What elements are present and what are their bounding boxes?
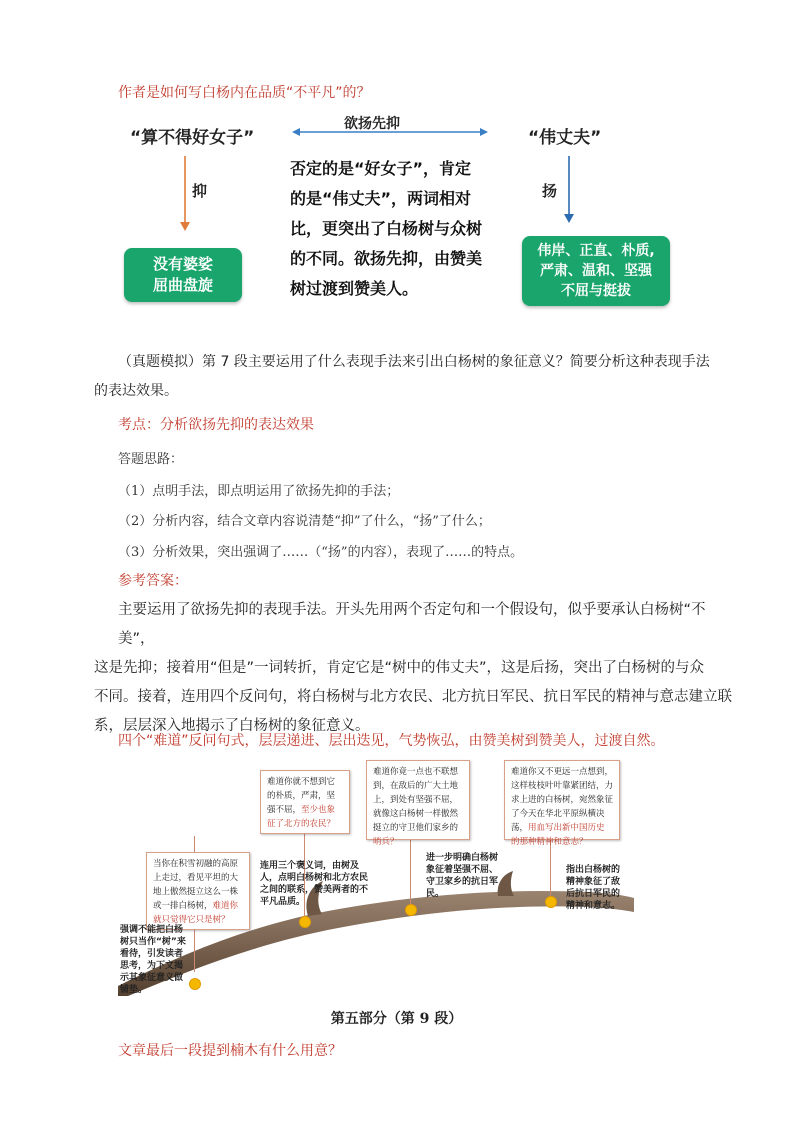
note-text: 难道你就不想到它的朴质，严肃，坚强不屈， — [267, 777, 336, 815]
step-2: （2）分析内容，结合文章内容说清楚“抑”了什么，“扬”了什么； — [118, 514, 491, 529]
left-box-line: 屈曲盘旋 — [152, 276, 213, 294]
left-arrow-label: 抑 — [192, 182, 208, 200]
center-text — [290, 154, 500, 304]
caption-1: 强调不能把白杨树只当作“树”来看待，引发读者思考，为下文揭示其象征意义做铺垫。 — [120, 925, 186, 995]
branch-dot — [545, 896, 557, 908]
question-2-line: （真题模拟）第 7 段主要运用了什么表现手法来引出白杨树的象征意义？简要分析这种表现手法 — [118, 354, 710, 370]
left-box-line: 没有婆娑 — [152, 255, 213, 273]
answer-line: 主要运用了欲扬先抑的表现手法。开头先用两个否定句和一个假设句，似乎要承认白杨树“不美”， — [118, 602, 706, 647]
quote-note-1 — [146, 852, 250, 930]
step-3: （3）分析效果，突出强调了……（“扬”的内容），表现了……的特点。 — [118, 545, 524, 560]
question-2 — [94, 348, 718, 406]
step-1: （1）点明手法，即点明运用了欲扬先抑的手法； — [118, 484, 400, 499]
yuyang-xianyi-diagram — [0, 0, 793, 320]
question-2-line: 的表达效果。 — [94, 383, 178, 399]
quote-note-4 — [504, 760, 620, 847]
answer-title: 参考答案： — [118, 573, 188, 589]
question-1: 作者是如何写白杨内在品质“不平凡”的？ — [118, 85, 371, 101]
note-text: 难道你竟一点也不联想到，在敌后的广大土地上，到处有坚强不屈，就像这白杨树一样傲然挺立的守卫他们家乡的 — [373, 767, 459, 833]
section-title: 第五部分（第 9 段） — [330, 1011, 463, 1027]
answer-line: 这是先抑；接着用“但是”一词转折，肯定它是“树中的伟丈夫”，这是后扬，突出了白杨树的与众 — [94, 660, 705, 676]
caption-3: 进一步明确白杨树象征着坚强不屈、守卫家乡的抗日军民。 — [426, 853, 499, 899]
note-highlight: 难道你就只觉得它只是树？ — [153, 901, 239, 925]
down-arrow-orange-icon — [178, 156, 192, 232]
right-box-line: 不屈与挺拔 — [561, 283, 631, 299]
note-highlight: 哨兵？ — [373, 837, 399, 847]
note-highlight: 用血写出新中国历史的那种精神和意志？ — [511, 823, 605, 847]
left-title: “算不得好女子” — [130, 128, 255, 148]
note-text: 当你在积雪初融的高原上走过，看见平坦的大地上傲然挺立这么一株或一排白杨树， — [153, 859, 239, 911]
left-green-box — [124, 248, 242, 302]
right-title: “伟丈夫” — [528, 128, 602, 148]
right-arrow-label: 扬 — [542, 182, 558, 200]
right-green-box — [522, 236, 670, 306]
quote-note-2 — [260, 770, 350, 834]
caption-2: 连用三个褒义词，由树及人，点明白杨树和北方农民之间的联系，赞美两者的不平凡品质。 — [260, 861, 369, 907]
double-arrow-icon — [290, 124, 490, 140]
kaodian: 考点：分析欲扬先抑的表达效果 — [118, 417, 314, 433]
answer-line: 系，层层深入地揭示了白杨树的象征意义。 — [94, 718, 370, 734]
summary: 四个“难道”反问句式，层层递进、层出迭见，气势恢弘，由赞美树到赞美人，过渡自然。 — [118, 733, 665, 749]
question-3: 文章最后一段提到楠木有什么用意？ — [118, 1043, 342, 1059]
branch-dot — [189, 978, 201, 990]
center-text-line: 否定的是“好女子”，肯定 — [290, 159, 472, 178]
center-text-line: 的不同。欲扬先抑，由赞美 — [290, 249, 483, 268]
center-text-line: 比，更突出了白杨树与众树 — [290, 219, 483, 238]
right-box-line: 严肃、温和、坚强 — [540, 263, 652, 279]
down-arrow-blue-icon — [562, 156, 576, 224]
branch-dot — [299, 916, 311, 928]
caption-4: 指出白杨树的精神象征了敌后抗日军民的精神和意志。 — [566, 865, 621, 911]
center-text-line: 树过渡到赞美人。 — [290, 279, 419, 298]
note-text: 难道你又不更远一点想到，这样枝枝叶叶靠紧团结，力求上进的白杨树，宛然象征了今天在华北平原纵横决荡， — [511, 767, 614, 833]
answer-paragraph — [94, 596, 734, 741]
branch-dot — [405, 904, 417, 916]
right-box-line: 伟岸、正直、朴质, — [537, 243, 655, 259]
branch-illustration — [118, 756, 634, 996]
dati-title: 答题思路： — [118, 452, 184, 467]
center-text-line: 的是“伟丈夫”，两词相对 — [290, 189, 472, 208]
note-highlight: 至少也象征了北方的农民？ — [267, 805, 336, 829]
center-title: 欲扬先抑 — [344, 116, 400, 132]
answer-line: 不同。接着，连用四个反问句，将白杨树与北方农民、北方抗日军民、抗日军民的精神与意志建立联 — [94, 689, 732, 705]
quote-note-3 — [366, 760, 470, 847]
